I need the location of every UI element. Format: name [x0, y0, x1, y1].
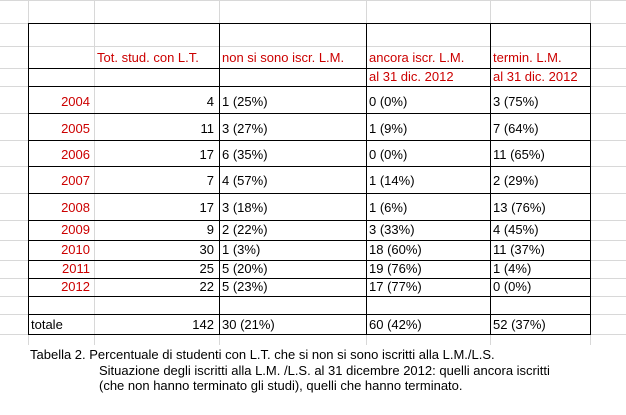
- table-cell-ancora[interactable]: 0 (0%): [369, 147, 408, 162]
- table-caption: [30, 347, 610, 394]
- table-cell-non[interactable]: 3 (18%): [222, 200, 268, 215]
- table-cell-ancora[interactable]: 17 (77%): [369, 279, 422, 294]
- caption-line: Situazione degli iscritti alla L.M. /L.S. al 31 dicembre 2012: quelli ancora iscritti: [99, 362, 550, 378]
- table-border: [28, 23, 591, 24]
- total-label[interactable]: totale: [31, 317, 63, 332]
- caption-line: (che non hanno terminato gli studi), quelli che hanno terminato.: [99, 378, 463, 393]
- table-cell-ancora[interactable]: 19 (76%): [369, 261, 422, 276]
- header-terminato-date[interactable]: al 31 dic. 2012: [493, 69, 578, 84]
- table-cell-tot[interactable]: 25: [199, 261, 214, 276]
- table-cell-termin[interactable]: 11 (65%): [493, 147, 545, 162]
- table-cell-termin[interactable]: 7 (64%): [493, 121, 539, 136]
- table-cell-ancora[interactable]: 3 (33%): [369, 222, 415, 237]
- table-row-year[interactable]: 2009: [61, 222, 90, 237]
- total-cell-ancora[interactable]: 60 (42%): [369, 317, 422, 332]
- table-cell-termin[interactable]: 13 (76%): [493, 200, 546, 215]
- table-row-year[interactable]: 2007: [61, 173, 90, 188]
- table-cell-termin[interactable]: 11 (37%): [493, 242, 545, 257]
- table-cell-tot[interactable]: 4: [206, 94, 214, 109]
- table-cell-tot[interactable]: 17: [199, 147, 214, 162]
- table-cell-non[interactable]: 1 (25%): [222, 94, 268, 109]
- table-border: [28, 113, 591, 114]
- header-ancora-iscritti-date[interactable]: al 31 dic. 2012: [369, 69, 454, 84]
- total-cell-non[interactable]: 30 (21%): [222, 317, 275, 332]
- table-border: [28, 193, 591, 194]
- table-cell-ancora[interactable]: 1 (9%): [369, 121, 408, 136]
- table-cell-tot[interactable]: 11: [200, 121, 214, 136]
- table-cell-ancora[interactable]: 1 (6%): [369, 200, 408, 215]
- table-row-year[interactable]: 2010: [61, 242, 90, 257]
- table-cell-termin[interactable]: 3 (75%): [493, 94, 539, 109]
- table-cell-ancora[interactable]: 18 (60%): [369, 242, 422, 257]
- table-cell-non[interactable]: 5 (23%): [222, 279, 268, 294]
- total-cell-termin[interactable]: 52 (37%): [493, 317, 546, 332]
- table-cell-ancora[interactable]: 0 (0%): [369, 94, 408, 109]
- table-cell-tot[interactable]: 17: [199, 200, 214, 215]
- table-cell-tot[interactable]: 7: [206, 173, 214, 188]
- table-cell-ancora[interactable]: 1 (14%): [369, 173, 415, 188]
- table-cell-non[interactable]: 5 (20%): [222, 261, 268, 276]
- table-row-year[interactable]: 2006: [61, 147, 90, 162]
- table-border: [28, 140, 591, 141]
- table-border: [28, 166, 591, 167]
- table-cell-tot[interactable]: 22: [199, 279, 214, 294]
- header-non-iscritti[interactable]: non si sono iscr. L.M.: [222, 50, 345, 65]
- total-cell-tot[interactable]: 142: [192, 317, 214, 332]
- table-cell-tot[interactable]: 30: [199, 242, 214, 257]
- caption-line: Tabella 2. Percentuale di studenti con L.T. che si non si sono iscritti alla L.M./L.S.: [30, 347, 495, 362]
- table-border: [590, 23, 591, 335]
- table-cell-non[interactable]: 6 (35%): [222, 147, 268, 162]
- table-cell-non[interactable]: 2 (22%): [222, 222, 268, 237]
- header-ancora-iscritti[interactable]: ancora iscr. L.M.: [369, 50, 465, 65]
- table-cell-non[interactable]: 3 (27%): [222, 121, 268, 136]
- table-border: [219, 23, 220, 335]
- table-row-year[interactable]: 2011: [62, 261, 90, 276]
- table-cell-non[interactable]: 4 (57%): [222, 173, 268, 188]
- table-row-year[interactable]: 2012: [61, 279, 90, 294]
- table-cell-termin[interactable]: 1 (4%): [493, 261, 532, 276]
- table-row-year[interactable]: 2008: [61, 200, 90, 215]
- table-row-year[interactable]: 2005: [61, 121, 90, 136]
- header-terminato[interactable]: termin. L.M.: [493, 50, 562, 65]
- table-cell-termin[interactable]: 0 (0%): [493, 279, 532, 294]
- table-border: [490, 23, 491, 335]
- table-cell-non[interactable]: 1 (3%): [222, 242, 261, 257]
- header-tot-stud[interactable]: Tot. stud. con L.T.: [97, 50, 199, 65]
- table-cell-termin[interactable]: 4 (45%): [493, 222, 539, 237]
- table-cell-tot[interactable]: 9: [206, 222, 214, 237]
- table-row-year[interactable]: 2004: [61, 94, 90, 109]
- table-border: [366, 23, 367, 335]
- table-cell-termin[interactable]: 2 (29%): [493, 173, 539, 188]
